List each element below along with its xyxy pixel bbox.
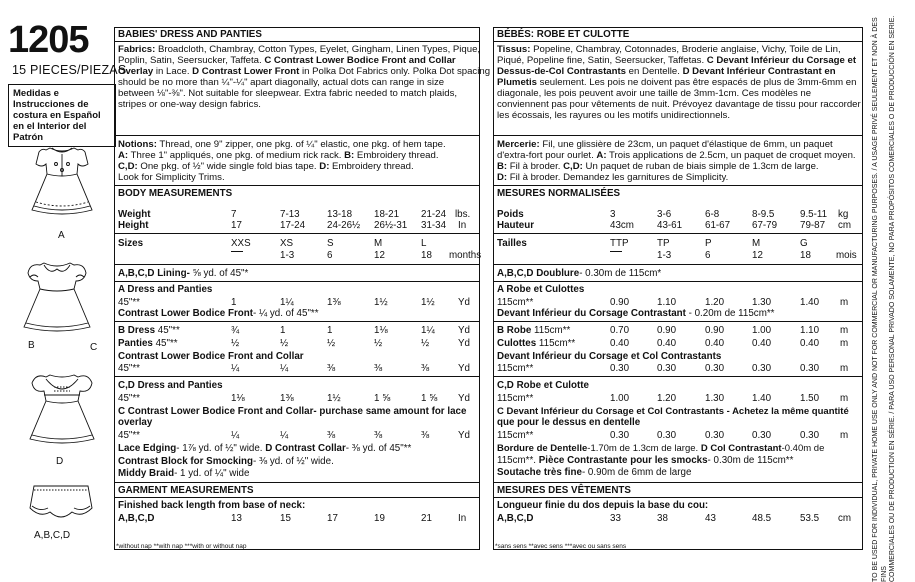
tissus-line-3: Dessus-de-Col Contrastants en Dentelle. D Devant Inférieur Contrastant en <box>497 66 836 77</box>
fabrics-line-3: Overlay in Lace. D Contrast Lower Front in Polka Dot Fabrics only. Polka Dot spacing <box>118 66 491 77</box>
height-value: 31-34 <box>421 220 447 231</box>
fabrics-line-5: between ⅛"-⅜". Not suitable for sleepwear. Extra fabric needed to match plaids, <box>118 88 458 99</box>
yardage-value: 1⅛ <box>231 393 245 404</box>
fabric-width: 45"** <box>118 430 140 441</box>
months-value: 18 <box>421 250 432 261</box>
lace-collar-line: Lace Edging- 1⅞ yd. of ½" wide. D Contrast Collar- ⅜ yd. of 45"** <box>118 443 412 454</box>
m-unit: m <box>840 430 849 441</box>
divider <box>493 376 863 377</box>
divider <box>493 482 863 483</box>
months-value: 6 <box>327 250 333 261</box>
yardage-value: ¼ <box>231 430 240 441</box>
metrage-value: 0.40 <box>752 338 772 349</box>
poids-value: 6-8 <box>705 209 720 220</box>
fr-b-devant-heading: Devant Inférieur du Corsage et Col Contrastants <box>497 351 722 362</box>
metrage-value: 0.30 <box>657 363 677 374</box>
fr-culottes-line: Culottes 115cm** <box>497 338 576 349</box>
metrage-value: 0.30 <box>705 363 725 374</box>
months-value: 1-3 <box>280 250 295 261</box>
metrage-value: 0.30 <box>800 363 820 374</box>
fr-view-a-heading: A Robe et Culottes <box>497 284 585 295</box>
view-d-label: D <box>56 456 64 467</box>
size-dash <box>231 251 243 252</box>
yardage-value: ½ <box>327 338 336 349</box>
divider <box>114 264 480 265</box>
metrage-value: 1.10 <box>657 297 677 308</box>
hauteur-value: 79-87 <box>800 220 826 231</box>
yardage-value: 1½ <box>421 297 435 308</box>
taille-value: G <box>800 238 808 249</box>
fr-bordure-line: Bordure de Dentelle-1.70m de 1.3cm de large. D Col Contrastant-0.40m de <box>497 443 825 454</box>
back-length-value: 38 <box>657 513 668 524</box>
weight-value: 18-21 <box>374 209 400 220</box>
divider <box>493 233 863 234</box>
months-value: 12 <box>374 250 385 261</box>
divider <box>114 135 480 136</box>
taille-dash <box>610 251 622 252</box>
size-value: XXS <box>231 238 251 249</box>
b-contrast-heading: Contrast Lower Bodice Front and Collar <box>118 351 304 362</box>
metrage-value: 1.30 <box>705 393 725 404</box>
yardage-value: ⅜ <box>327 430 336 441</box>
taille-value: M <box>752 238 761 249</box>
tissus-line-6: conviennent pas pour vêtements de nuit. Prévoyez davantage de tissu pour raccorder <box>497 99 861 110</box>
yardage-value: ¼ <box>280 363 289 374</box>
yd-unit: Yd <box>458 430 470 441</box>
yardage-value: ⅜ <box>421 430 430 441</box>
divider <box>114 497 480 498</box>
metrage-value: 1.50 <box>800 393 820 404</box>
divider <box>114 321 480 322</box>
mercerie-line-4: D: Fil à broder. Demandez les garnitures de Simplicity. <box>497 172 729 183</box>
fabric-width: 45"** <box>118 393 140 404</box>
fr-c-devant-line-1: C Devant Inférieur du Corsage et Col Contrastants - Achetez la même quantité <box>497 406 849 417</box>
divider <box>114 482 480 483</box>
fabrics-line-6: stripes or one-way design fabrics. <box>118 99 261 110</box>
poids-value: 8-9.5 <box>752 209 775 220</box>
height-value: 17 <box>231 220 242 231</box>
yd-unit: Yd <box>458 363 470 374</box>
sizes-label: Sizes <box>118 238 144 249</box>
poids-label: Poids <box>497 209 524 220</box>
metrage-value: 0.40 <box>800 338 820 349</box>
mois-value: 1-3 <box>657 250 672 261</box>
back-length-value: 15 <box>280 513 291 524</box>
mesures-normalisees-heading: MESURES NORMALISÉES <box>497 188 621 199</box>
metrage-value: 1.20 <box>705 297 725 308</box>
tissus-line-4: Plumetis seulement. Les pois ne doivent pas être espacés de plus de 3mm-6mm en <box>497 77 857 88</box>
mois-value: 18 <box>800 250 811 261</box>
in-unit: In <box>458 513 467 524</box>
fr-back-length-views: A,B,C,D <box>497 513 534 524</box>
yd-unit: Yd <box>458 338 470 349</box>
longueur-label: Longueur finie du dos depuis la base du cou: <box>497 500 709 511</box>
back-length-value: 53.5 <box>800 513 820 524</box>
divider <box>493 264 863 265</box>
divider <box>114 185 480 186</box>
metrage-value: 0.30 <box>752 363 772 374</box>
divider <box>493 497 863 498</box>
tailles-label: Tailles <box>497 238 527 249</box>
yardage-value: 1⅜ <box>327 297 341 308</box>
yardage-value: ⅜ <box>374 363 383 374</box>
yardage-value: ½ <box>280 338 289 349</box>
view-d-dress-drawing <box>20 365 104 455</box>
view-c-label: C <box>90 342 98 353</box>
smocking-line: Contrast Block for Smocking- ⅜ yd. of ½" wide. <box>118 456 334 467</box>
metrage-value: 0.40 <box>705 338 725 349</box>
a-contrast-line: Contrast Lower Bodice Front- ¼ yd. of 45"** <box>118 308 319 319</box>
divider <box>493 41 863 42</box>
metrage-value: 0.30 <box>610 430 630 441</box>
hauteur-label: Hauteur <box>497 220 535 231</box>
metrage-value: 0.30 <box>657 430 677 441</box>
legal-notice <box>872 10 904 582</box>
yardage-value: 1½ <box>374 297 388 308</box>
yardage-value: ¼ <box>280 430 289 441</box>
yd-unit: Yd <box>458 325 470 336</box>
fr-soutache-line: Soutache très fine- 0.90m de 6mm de large <box>497 467 692 478</box>
weight-value: 7-13 <box>280 209 300 220</box>
yardage-value: 1 <box>280 325 286 336</box>
metrage-value: 1.40 <box>800 297 820 308</box>
b-dress-line: B Dress 45"** <box>118 325 180 336</box>
fabric-width: 115cm** <box>497 430 534 441</box>
m-unit: m <box>840 325 849 336</box>
size-value: S <box>327 238 334 249</box>
m-unit: m <box>840 297 849 308</box>
body-measurements-heading: BODY MEASUREMENTS <box>118 188 233 199</box>
back-length-value: 13 <box>231 513 242 524</box>
hauteur-value: 43-61 <box>657 220 683 231</box>
metrage-value: 0.90 <box>657 325 677 336</box>
divider <box>114 233 480 234</box>
poids-value: 9.5-11 <box>800 209 828 220</box>
notions-line-3: C,D: One pkg. of ½" wide single fold bias tape. D: Embroidery thread. <box>118 161 414 172</box>
kg-unit: kg <box>838 209 849 220</box>
notions-line-4: Look for Simplicity Trims. <box>118 172 225 183</box>
legal-line-1: TO BE USED FOR INDIVIDUAL, PRIVATE HOME USE ONLY AND NOT FOR COMMERCIAL OR MANUFACTURING PURPOSES. / A USAGE PRIVÉ SEULEMENT ET NON À DES FINS <box>872 17 888 582</box>
fabrics-line-1: Fabrics: Broadcloth, Chambray, Cotton Types, Eyelet, Gingham, Linen Types, Pique, <box>118 44 481 55</box>
metrage-value: 1.00 <box>752 325 772 336</box>
yardage-value: 1 ⅝ <box>374 393 391 404</box>
mois-value: 12 <box>752 250 763 261</box>
yardage-value: 1 <box>231 297 237 308</box>
metrage-value: 0.90 <box>705 325 725 336</box>
view-a-heading: A Dress and Panties <box>118 284 213 295</box>
yardage-value: ¾ <box>231 325 240 336</box>
yardage-value: 1½ <box>327 393 341 404</box>
yardage-value: ⅜ <box>327 363 336 374</box>
fabric-width: 45"** <box>118 297 140 308</box>
back-length-value: 17 <box>327 513 338 524</box>
hauteur-value: 43cm <box>610 220 634 231</box>
pattern-number: 1205 <box>8 19 89 61</box>
yardage-value: ⅜ <box>374 430 383 441</box>
yardage-value: 1⅜ <box>280 393 294 404</box>
fabric-width: 115cm** <box>497 363 534 374</box>
lining-line: A,B,C,D Lining- ⅝ yd. of 45"* <box>118 268 249 279</box>
poids-value: 3-6 <box>657 209 672 220</box>
m-unit: m <box>840 393 849 404</box>
yardage-value: ¼ <box>231 363 240 374</box>
cm-unit: cm <box>838 220 852 231</box>
view-bc-dress-drawing <box>14 255 100 343</box>
taille-value: P <box>705 238 712 249</box>
yardage-value: 1¼ <box>280 297 294 308</box>
metrage-value: 1.40 <box>752 393 772 404</box>
metrage-value: 1.00 <box>610 393 630 404</box>
english-footnote: *without nap **with nap ***with or without nap <box>116 543 247 550</box>
mois-value: 6 <box>705 250 711 261</box>
yardage-value: ⅜ <box>421 363 430 374</box>
fabric-width: 115cm** <box>497 297 534 308</box>
fr-piece-line: 115cm**. Pièce Contrastante pour les smocks- 0.30m de 115cm** <box>497 455 794 466</box>
fr-view-cd-heading: C,D Robe et Culotte <box>497 380 589 391</box>
months-label: months <box>449 250 482 261</box>
yardage-value: 1 ⅝ <box>421 393 438 404</box>
metrage-value: 0.30 <box>705 430 725 441</box>
size-value: XS <box>280 238 294 249</box>
view-abcd-label: A,B,C,D <box>34 530 71 541</box>
metrage-value: 1.20 <box>657 393 677 404</box>
weight-label: Weight <box>118 209 151 220</box>
doublure-line: A,B,C,D Doublure- 0.30m de 115cm* <box>497 268 662 279</box>
fabrics-line-4: should be no more than ¼"-¼" apart diagonally, actual dots can range in size <box>118 77 445 88</box>
height-unit: In <box>458 220 467 231</box>
metrage-value: 0.40 <box>610 338 630 349</box>
legal-line-2: COMMERCIALES OU DE PRODUCTION EN SÉRIE. / PARA USO PERSONAL PRIVADO SOLAMENTE, NO PARA PROPÓSITOS COMERCIALES O DE PRODUCCIÓN EN SERIE. <box>889 15 896 582</box>
divider <box>114 281 480 282</box>
french-title: BÉBÉS: ROBE ET CULOTTE <box>497 29 630 40</box>
weight-value: 21-24 <box>421 209 447 220</box>
cm-unit: cm <box>838 513 852 524</box>
notions-line-1: Notions: Thread, one 9" zipper, one pkg. of ¼" elastic, one pkg. of hem tape. <box>118 139 446 150</box>
divider <box>114 376 480 377</box>
height-value: 26½-31 <box>374 220 408 231</box>
metrage-value: 0.30 <box>610 363 630 374</box>
divider <box>493 281 863 282</box>
panties-line: Panties 45"** <box>118 338 178 349</box>
fabric-width: 45"** <box>118 363 140 374</box>
back-length-value: 48.5 <box>752 513 772 524</box>
tissus-line-7: les écossais, les rayures ou les motifs unidirectionnels. <box>497 110 731 121</box>
divider <box>114 41 480 42</box>
yardage-value: 1⅛ <box>374 325 388 336</box>
french-footnote: *sans sens **avec sens ***avec ou sans sens <box>495 543 627 550</box>
m-unit: m <box>840 338 849 349</box>
height-value: 17-24 <box>280 220 306 231</box>
hauteur-value: 67-79 <box>752 220 778 231</box>
height-label: Height <box>118 220 149 231</box>
view-a-dress-drawing <box>22 140 102 230</box>
divider <box>493 185 863 186</box>
yd-unit: Yd <box>458 393 470 404</box>
tissus-line-1: Tissus: Popeline, Chambray, Cotonnades, Broderie anglaise, Vichy, Toile de Lin, <box>497 44 841 55</box>
mercerie-line-1: Mercerie: Fil, une glissière de 23cm, un paquet d'élastique de 6mm, un paquet <box>497 139 833 150</box>
metrage-value: 0.30 <box>752 430 772 441</box>
hauteur-value: 61-67 <box>705 220 731 231</box>
fabric-width: 115cm** <box>497 393 534 404</box>
spanish-instructions-box: Medidas e Instrucciones de costura en Español en el Interior del Patrón <box>8 84 116 147</box>
back-length-value: 19 <box>374 513 385 524</box>
view-a-label: A <box>58 230 65 241</box>
yd-unit: Yd <box>458 297 470 308</box>
view-b-label: B <box>28 340 35 351</box>
weight-unit: lbs. <box>455 209 471 220</box>
metrage-value: 0.40 <box>657 338 677 349</box>
mois-label: mois <box>836 250 857 261</box>
taille-value: TP <box>657 238 670 249</box>
yardage-value: 1 <box>327 325 333 336</box>
yardage-value: ½ <box>374 338 383 349</box>
c-contrast-line-1: C Contrast Lower Bodice Front and Collar- purchase same amount for lace <box>118 406 467 417</box>
garment-measurements-heading: GARMENT MEASUREMENTS <box>118 485 254 496</box>
pieces-count: 15 PIECES/PIEZAS <box>12 63 127 77</box>
size-value: L <box>421 238 427 249</box>
tissus-line-2: Piqué, Popeline fine, Satin, Seersucker, Taffetas. C Devant Inférieur du Corsage et <box>497 55 857 66</box>
back-length-value: 21 <box>421 513 432 524</box>
metrage-value: 0.70 <box>610 325 630 336</box>
mesures-vetements-heading: MESURES DES VÊTEMENTS <box>497 485 631 496</box>
view-cd-heading: C,D Dress and Panties <box>118 380 223 391</box>
back-length-value: 43 <box>705 513 716 524</box>
yardage-value: ½ <box>421 338 430 349</box>
notions-line-2: A: Three 1" appliqués, one pkg. of medium rick rack. B: Embroidery thread. <box>118 150 439 161</box>
size-value: M <box>374 238 383 249</box>
back-length-value: 33 <box>610 513 621 524</box>
fr-a-devant-line: Devant Inférieur du Corsage Contrastant - 0.20m de 115cm** <box>497 308 775 319</box>
tissus-line-5: diagonale, les pois peuvent avoir une taille de 3mm-1cm. Ces modèles ne <box>497 88 812 99</box>
middy-line: Middy Braid- 1 yd. of ¼" wide <box>118 468 250 479</box>
divider <box>493 135 863 136</box>
poids-value: 3 <box>610 209 616 220</box>
metrage-value: 0.90 <box>610 297 630 308</box>
metrage-value: 1.10 <box>800 325 820 336</box>
mercerie-line-3: B: Fil à broder. C,D: Un paquet de ruban de biais simple de 1.3cm de large. <box>497 161 819 172</box>
fr-b-robe-line: B Robe 115cm** <box>497 325 571 336</box>
taille-value: TTP <box>610 238 629 249</box>
yardage-value: 1¼ <box>421 325 435 336</box>
back-length-views: A,B,C,D <box>118 513 155 524</box>
yardage-value: ½ <box>231 338 240 349</box>
panties-drawing <box>26 478 96 528</box>
divider <box>493 321 863 322</box>
english-title: BABIES' DRESS AND PANTIES <box>118 29 262 40</box>
c-contrast-line-2: overlay <box>118 417 153 428</box>
weight-value: 13-18 <box>327 209 353 220</box>
height-value: 24-26½ <box>327 220 361 231</box>
fr-c-devant-line-2: que pour le dessus en dentelle <box>497 417 641 428</box>
metrage-value: 1.30 <box>752 297 772 308</box>
m-unit: m <box>840 363 849 374</box>
mercerie-line-2: d'extra-fort pour ourlet. A: Trois applications de 2.5cm, un paquet de croquet moyen. <box>497 150 856 161</box>
fabrics-line-2: Poplin, Satin, Seersucker, Taffeta. C Contrast Lower Bodice Front and Collar <box>118 55 456 66</box>
metrage-value: 0.30 <box>800 430 820 441</box>
finished-back-label: Finished back length from base of neck: <box>118 500 306 511</box>
weight-value: 7 <box>231 209 237 220</box>
